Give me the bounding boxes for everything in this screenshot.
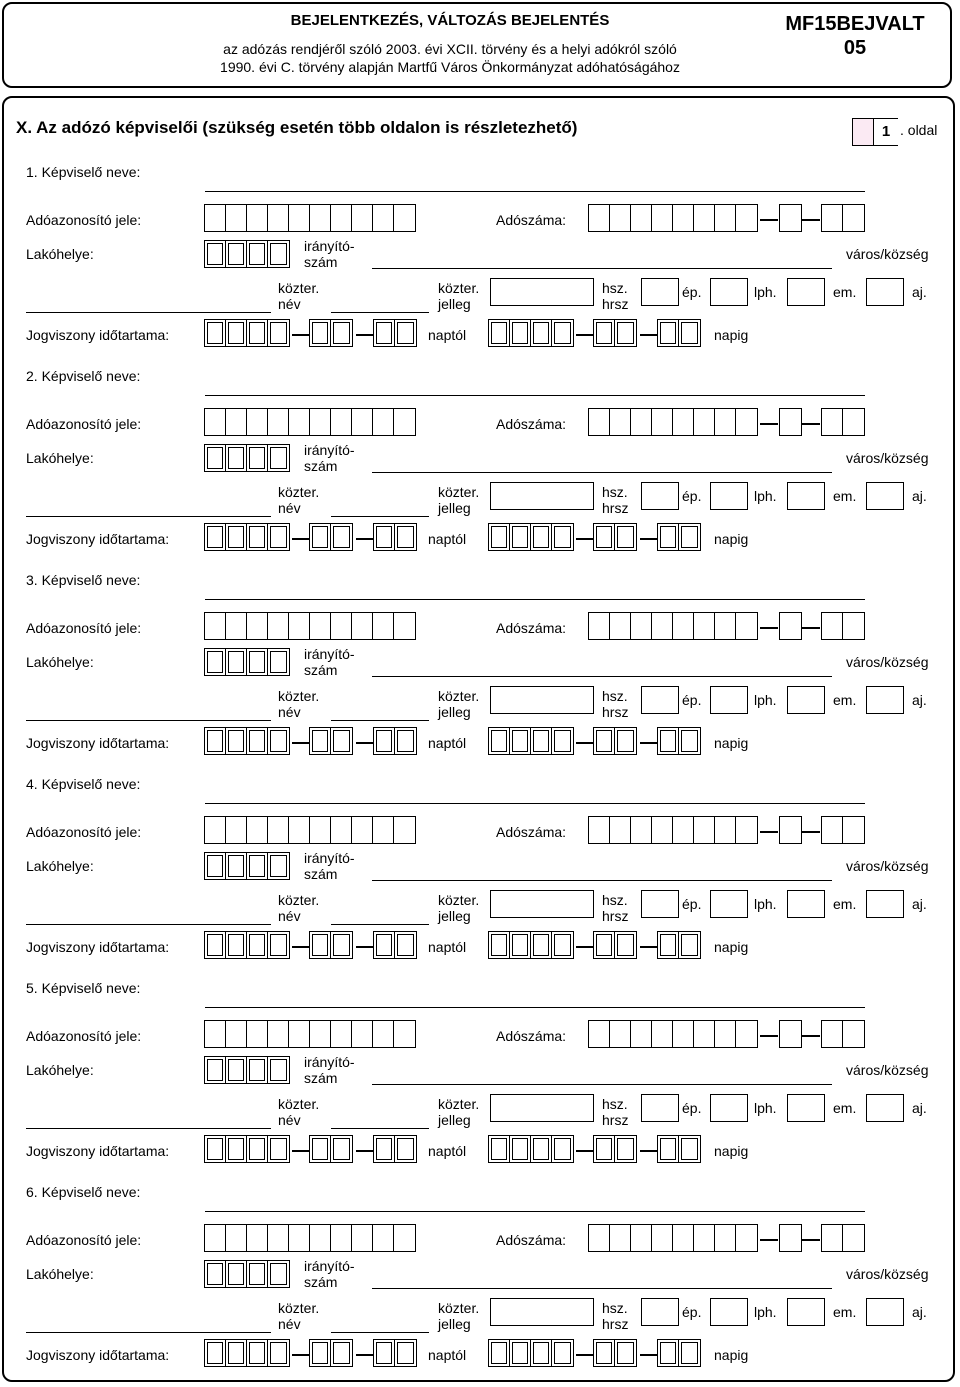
- rep-3-city-label: város/község: [846, 654, 929, 670]
- rep-1-staircase-label: lph.: [754, 284, 777, 300]
- rep-4-tax-number-dash-1: [760, 831, 778, 833]
- rep-1-from-year-cells[interactable]: [204, 319, 290, 347]
- rep-6-tax-id-label: Adóazonosító jele:: [26, 1232, 142, 1248]
- rep-2-to-dash-2: [640, 538, 658, 540]
- rep-4-to-day-cells[interactable]: [657, 931, 701, 959]
- rep-6-tax-id-cells[interactable]: [204, 1224, 416, 1252]
- rep-4-floor-label: em.: [833, 896, 857, 912]
- rep-3-tax-number-dash-2: [802, 627, 820, 629]
- rep-1-tax-number-vat-cell[interactable]: [779, 204, 802, 232]
- rep-6-from-month-cells[interactable]: [309, 1339, 353, 1367]
- rep-4-from-label: naptól: [428, 939, 467, 955]
- rep-6-to-dash-1: [576, 1354, 594, 1356]
- rep-3-postal-code-label-2: szám: [304, 662, 338, 678]
- rep-6-house-number-label-1: hsz.: [602, 1300, 628, 1316]
- subtitle-line-2: 1990. évi C. törvény alapján Martfű Város Önkormányzat adóhatóságához: [220, 59, 680, 75]
- rep-3-street-type-label-1: közter.: [438, 688, 480, 704]
- rep-4-postal-code-label-1: irányító-: [304, 850, 355, 866]
- rep-1-postal-code-label-1: irányító-: [304, 238, 355, 254]
- rep-3-to-year-cells[interactable]: [488, 727, 574, 755]
- rep-3-staircase-label: lph.: [754, 692, 777, 708]
- rep-3-relationship-label: Jogviszony időtartama:: [26, 735, 170, 751]
- form-title: BEJELENTKEZÉS, VÁLTOZÁS BEJELENTÉS: [290, 12, 610, 29]
- rep-1-tax-id-label: Adóazonosító jele:: [26, 212, 142, 228]
- rep-2-from-day-cells[interactable]: [373, 523, 417, 551]
- rep-2-building-label: ép.: [682, 488, 702, 504]
- rep-1-floor-label: em.: [833, 284, 857, 300]
- rep-6-from-day-cells[interactable]: [373, 1339, 417, 1367]
- rep-2-door-box[interactable]: [866, 482, 904, 510]
- rep-1-floor-box[interactable]: [787, 278, 825, 306]
- rep-2-staircase-label: lph.: [754, 488, 777, 504]
- rep-1-to-month-cells[interactable]: [593, 319, 637, 347]
- rep-6-from-dash-1: [292, 1354, 310, 1356]
- rep-5-residence-label: Lakóhelye:: [26, 1062, 94, 1078]
- rep-3-tax-id-cells[interactable]: [204, 612, 416, 640]
- rep-6-postal-code-cells[interactable]: [204, 1260, 290, 1288]
- rep-5-street-type-label-2: jelleg: [438, 1112, 471, 1128]
- rep-6-tax-number-cells[interactable]: [588, 1224, 758, 1252]
- rep-1-to-day-cells[interactable]: [657, 319, 701, 347]
- rep-4-building-label: ép.: [682, 896, 702, 912]
- rep-6-name-line[interactable]: [205, 1211, 865, 1212]
- rep-6-tax-number-county-cells[interactable]: [821, 1224, 865, 1252]
- rep-1-street-name-line[interactable]: [26, 312, 271, 313]
- rep-2-floor-label: em.: [833, 488, 857, 504]
- rep-5-staircase-box[interactable]: [710, 1094, 748, 1122]
- rep-5-from-month-cells[interactable]: [309, 1135, 353, 1163]
- rep-2-to-month-cells[interactable]: [593, 523, 637, 551]
- rep-5-street-type-label-1: közter.: [438, 1096, 480, 1112]
- rep-1-tax-number-dash-2: [802, 219, 820, 221]
- rep-6-to-dash-2: [640, 1354, 658, 1356]
- rep-2-name-line[interactable]: [205, 395, 865, 396]
- rep-3-street-name-label-2: név: [278, 704, 301, 720]
- rep-5-street-name-label-1: közter.: [278, 1096, 320, 1112]
- rep-4-to-month-cells[interactable]: [593, 931, 637, 959]
- rep-1-from-dash-1: [292, 334, 310, 336]
- rep-6-tax-number-dash-2: [802, 1239, 820, 1241]
- rep-2-street-type-label-1: közter.: [438, 484, 480, 500]
- rep-6-door-box[interactable]: [866, 1298, 904, 1326]
- rep-5-building-box[interactable]: [641, 1094, 679, 1122]
- rep-4-floor-box[interactable]: [787, 890, 825, 918]
- rep-3-street-name-label-1: közter.: [278, 688, 320, 704]
- rep-3-name-line[interactable]: [205, 599, 865, 600]
- rep-4-residence-label: Lakóhelye:: [26, 858, 94, 874]
- rep-1-house-number-label-1: hsz.: [602, 280, 628, 296]
- rep-1-city-line[interactable]: [372, 268, 832, 269]
- rep-2-street-name-label-2: név: [278, 500, 301, 516]
- rep-6-city-line[interactable]: [372, 1288, 832, 1289]
- rep-3-building-box[interactable]: [641, 686, 679, 714]
- section-title: X. Az adózó képviselői (szükség esetén több oldalon is részletezhető): [16, 118, 578, 137]
- rep-2-tax-number-county-cells[interactable]: [821, 408, 865, 436]
- rep-6-street-name-label-1: közter.: [278, 1300, 320, 1316]
- rep-6-tax-number-vat-cell[interactable]: [779, 1224, 802, 1252]
- rep-6-residence-label: Lakóhelye:: [26, 1266, 94, 1282]
- rep-6-from-label: naptól: [428, 1347, 467, 1363]
- rep-1-postal-code-cells[interactable]: [204, 240, 290, 268]
- page-suffix: . oldal: [900, 122, 938, 138]
- rep-4-house-number-label-1: hsz.: [602, 892, 628, 908]
- rep-5-door-box[interactable]: [866, 1094, 904, 1122]
- rep-5-door-label: aj.: [912, 1100, 927, 1116]
- rep-5-from-dash-1: [292, 1150, 310, 1152]
- rep-3-tax-number-label: Adószáma:: [496, 620, 567, 636]
- rep-4-street-type-label-2: jelleg: [438, 908, 471, 924]
- rep-1-staircase-box[interactable]: [710, 278, 748, 306]
- rep-1-door-label: aj.: [912, 284, 927, 300]
- rep-6-relationship-label: Jogviszony időtartama:: [26, 1347, 170, 1363]
- rep-5-city-line[interactable]: [372, 1084, 832, 1085]
- rep-2-to-dash-1: [576, 538, 594, 540]
- form-code-line-1: MF15BEJVALT: [785, 13, 925, 35]
- rep-6-floor-box[interactable]: [787, 1298, 825, 1326]
- rep-4-from-day-cells[interactable]: [373, 931, 417, 959]
- rep-3-tax-id-label: Adóazonosító jele:: [26, 620, 142, 636]
- rep-6-door-label: aj.: [912, 1304, 927, 1320]
- rep-4-to-dash-2: [640, 946, 658, 948]
- rep-5-tax-id-cells[interactable]: [204, 1020, 416, 1048]
- rep-3-from-year-cells[interactable]: [204, 727, 290, 755]
- rep-1-street-type-line[interactable]: [331, 312, 429, 313]
- rep-3-to-dash-1: [576, 742, 594, 744]
- rep-4-city-label: város/község: [846, 858, 929, 874]
- rep-5-postal-code-label-2: szám: [304, 1070, 338, 1086]
- rep-5-floor-label: em.: [833, 1100, 857, 1116]
- rep-1-to-year-cells[interactable]: [488, 319, 574, 347]
- rep-1-street-name-label-2: név: [278, 296, 301, 312]
- rep-4-street-type-line[interactable]: [331, 924, 429, 925]
- rep-2-tax-number-vat-cell[interactable]: [779, 408, 802, 436]
- rep-1-tax-id-cells[interactable]: [204, 204, 416, 232]
- rep-6-house-number-label-2: hrsz: [602, 1316, 629, 1332]
- rep-2-postal-code-label-1: irányító-: [304, 442, 355, 458]
- rep-6-building-label: ép.: [682, 1304, 702, 1320]
- rep-2-tax-number-dash-2: [802, 423, 820, 425]
- rep-5-to-label: napig: [714, 1143, 749, 1159]
- rep-2-tax-id-cells[interactable]: [204, 408, 416, 436]
- rep-3-building-label: ép.: [682, 692, 702, 708]
- rep-1-from-label: naptól: [428, 327, 467, 343]
- rep-6-house-number-box[interactable]: [490, 1298, 594, 1326]
- rep-3-name-label: 3. Képviselő neve:: [26, 572, 141, 588]
- rep-6-name-label: 6. Képviselő neve:: [26, 1184, 141, 1200]
- rep-4-tax-number-dash-2: [802, 831, 820, 833]
- rep-6-to-day-cells[interactable]: [657, 1339, 701, 1367]
- rep-2-street-name-line[interactable]: [26, 516, 271, 517]
- rep-1-from-month-cells[interactable]: [309, 319, 353, 347]
- rep-6-building-box[interactable]: [641, 1298, 679, 1326]
- rep-4-postal-code-cells[interactable]: [204, 852, 290, 880]
- rep-4-name-label: 4. Képviselő neve:: [26, 776, 141, 792]
- rep-6-to-month-cells[interactable]: [593, 1339, 637, 1367]
- rep-5-city-label: város/község: [846, 1062, 929, 1078]
- rep-5-name-label: 5. Képviselő neve:: [26, 980, 141, 996]
- rep-4-tax-number-label: Adószáma:: [496, 824, 567, 840]
- rep-5-building-label: ép.: [682, 1100, 702, 1116]
- rep-2-tax-id-label: Adóazonosító jele:: [26, 416, 142, 432]
- rep-3-from-dash-2: [356, 742, 374, 744]
- rep-6-tax-number-label: Adószáma:: [496, 1232, 567, 1248]
- rep-3-floor-label: em.: [833, 692, 857, 708]
- rep-5-name-line[interactable]: [205, 1007, 865, 1008]
- rep-1-residence-label: Lakóhelye:: [26, 246, 94, 262]
- rep-2-from-dash-2: [356, 538, 374, 540]
- form-code: [770, 12, 940, 60]
- rep-4-from-month-cells[interactable]: [309, 931, 353, 959]
- rep-2-street-type-label-2: jelleg: [438, 500, 471, 516]
- rep-5-from-year-cells[interactable]: [204, 1135, 290, 1163]
- rep-4-house-number-box[interactable]: [490, 890, 594, 918]
- rep-2-postal-code-cells[interactable]: [204, 444, 290, 472]
- rep-1-postal-code-label-2: szám: [304, 254, 338, 270]
- rep-3-to-dash-2: [640, 742, 658, 744]
- rep-5-street-type-line[interactable]: [331, 1128, 429, 1129]
- rep-2-relationship-label: Jogviszony időtartama:: [26, 531, 170, 547]
- rep-3-door-box[interactable]: [866, 686, 904, 714]
- rep-4-from-dash-1: [292, 946, 310, 948]
- rep-4-street-type-label-1: közter.: [438, 892, 480, 908]
- rep-4-tax-number-vat-cell[interactable]: [779, 816, 802, 844]
- rep-5-tax-number-vat-cell[interactable]: [779, 1020, 802, 1048]
- rep-6-staircase-box[interactable]: [710, 1298, 748, 1326]
- rep-6-street-type-label-1: közter.: [438, 1300, 480, 1316]
- rep-1-city-label: város/község: [846, 246, 929, 262]
- rep-4-from-year-cells[interactable]: [204, 931, 290, 959]
- rep-3-floor-box[interactable]: [787, 686, 825, 714]
- rep-5-tax-number-county-cells[interactable]: [821, 1020, 865, 1048]
- rep-3-house-number-label-1: hsz.: [602, 688, 628, 704]
- rep-6-from-dash-2: [356, 1354, 374, 1356]
- rep-3-from-day-cells[interactable]: [373, 727, 417, 755]
- rep-5-street-name-line[interactable]: [26, 1128, 271, 1129]
- rep-2-from-label: naptól: [428, 531, 467, 547]
- rep-4-postal-code-label-2: szám: [304, 866, 338, 882]
- page-number-box[interactable]: [852, 118, 898, 146]
- rep-3-to-label: napig: [714, 735, 749, 751]
- form-subtitle: [150, 40, 750, 76]
- rep-4-staircase-box[interactable]: [710, 890, 748, 918]
- rep-3-to-month-cells[interactable]: [593, 727, 637, 755]
- rep-2-city-line[interactable]: [372, 472, 832, 473]
- rep-3-house-number-box[interactable]: [490, 686, 594, 714]
- rep-2-door-label: aj.: [912, 488, 927, 504]
- rep-5-tax-number-dash-1: [760, 1035, 778, 1037]
- rep-6-street-type-line[interactable]: [331, 1332, 429, 1333]
- rep-5-from-dash-2: [356, 1150, 374, 1152]
- rep-6-street-name-line[interactable]: [26, 1332, 271, 1333]
- rep-4-to-label: napig: [714, 939, 749, 955]
- rep-1-to-label: napig: [714, 327, 749, 343]
- rep-1-relationship-label: Jogviszony időtartama:: [26, 327, 170, 343]
- rep-4-street-name-label-2: név: [278, 908, 301, 924]
- rep-1-from-day-cells[interactable]: [373, 319, 417, 347]
- rep-1-street-type-label-1: közter.: [438, 280, 480, 296]
- rep-5-relationship-label: Jogviszony időtartama:: [26, 1143, 170, 1159]
- rep-1-tax-number-cells[interactable]: [588, 204, 758, 232]
- rep-3-postal-code-label-1: irányító-: [304, 646, 355, 662]
- rep-3-to-day-cells[interactable]: [657, 727, 701, 755]
- rep-1-tax-number-label: Adószáma:: [496, 212, 567, 228]
- rep-2-tax-number-cells[interactable]: [588, 408, 758, 436]
- rep-5-tax-number-dash-2: [802, 1035, 820, 1037]
- rep-4-staircase-label: lph.: [754, 896, 777, 912]
- rep-4-house-number-label-2: hrsz: [602, 908, 629, 924]
- rep-6-floor-label: em.: [833, 1304, 857, 1320]
- rep-3-tax-number-county-cells[interactable]: [821, 612, 865, 640]
- rep-2-name-label: 2. Képviselő neve:: [26, 368, 141, 384]
- rep-2-building-box[interactable]: [641, 482, 679, 510]
- rep-2-to-year-cells[interactable]: [488, 523, 574, 551]
- rep-4-city-line[interactable]: [372, 880, 832, 881]
- page-number: 1: [873, 119, 898, 145]
- rep-1-from-dash-2: [356, 334, 374, 336]
- rep-5-from-day-cells[interactable]: [373, 1135, 417, 1163]
- rep-3-residence-label: Lakóhelye:: [26, 654, 94, 670]
- rep-5-to-day-cells[interactable]: [657, 1135, 701, 1163]
- rep-3-from-label: naptól: [428, 735, 467, 751]
- rep-2-street-name-label-1: közter.: [278, 484, 320, 500]
- rep-4-tax-id-cells[interactable]: [204, 816, 416, 844]
- rep-2-staircase-box[interactable]: [710, 482, 748, 510]
- rep-2-house-number-box[interactable]: [490, 482, 594, 510]
- rep-1-tax-number-county-cells[interactable]: [821, 204, 865, 232]
- rep-6-to-year-cells[interactable]: [488, 1339, 574, 1367]
- rep-5-house-number-box[interactable]: [490, 1094, 594, 1122]
- rep-2-from-month-cells[interactable]: [309, 523, 353, 551]
- rep-2-residence-label: Lakóhelye:: [26, 450, 94, 466]
- rep-1-building-label: ép.: [682, 284, 702, 300]
- rep-2-from-year-cells[interactable]: [204, 523, 290, 551]
- rep-1-to-dash-2: [640, 334, 658, 336]
- rep-1-name-label: 1. Képviselő neve:: [26, 164, 141, 180]
- rep-3-postal-code-cells[interactable]: [204, 648, 290, 676]
- rep-5-house-number-label-1: hsz.: [602, 1096, 628, 1112]
- rep-5-house-number-label-2: hrsz: [602, 1112, 629, 1128]
- rep-5-to-dash-2: [640, 1150, 658, 1152]
- rep-5-to-month-cells[interactable]: [593, 1135, 637, 1163]
- rep-3-tax-number-cells[interactable]: [588, 612, 758, 640]
- rep-3-tax-number-dash-1: [760, 627, 778, 629]
- rep-2-from-dash-1: [292, 538, 310, 540]
- rep-5-to-year-cells[interactable]: [488, 1135, 574, 1163]
- rep-2-to-day-cells[interactable]: [657, 523, 701, 551]
- rep-5-floor-box[interactable]: [787, 1094, 825, 1122]
- rep-2-tax-number-label: Adószáma:: [496, 416, 567, 432]
- rep-4-street-name-label-1: közter.: [278, 892, 320, 908]
- rep-4-relationship-label: Jogviszony időtartama:: [26, 939, 170, 955]
- rep-6-to-label: napig: [714, 1347, 749, 1363]
- rep-2-city-label: város/község: [846, 450, 929, 466]
- rep-6-street-type-label-2: jelleg: [438, 1316, 471, 1332]
- rep-4-to-year-cells[interactable]: [488, 931, 574, 959]
- rep-1-street-name-label-1: közter.: [278, 280, 320, 296]
- rep-4-name-line[interactable]: [205, 803, 865, 804]
- rep-1-name-line[interactable]: [205, 191, 865, 192]
- rep-5-postal-code-label-1: irányító-: [304, 1054, 355, 1070]
- rep-2-house-number-label-1: hsz.: [602, 484, 628, 500]
- rep-5-tax-number-label: Adószáma:: [496, 1028, 567, 1044]
- rep-4-door-box[interactable]: [866, 890, 904, 918]
- rep-2-street-type-line[interactable]: [331, 516, 429, 517]
- rep-5-tax-id-label: Adóazonosító jele:: [26, 1028, 142, 1044]
- rep-1-building-box[interactable]: [641, 278, 679, 306]
- rep-4-door-label: aj.: [912, 896, 927, 912]
- rep-3-street-type-label-2: jelleg: [438, 704, 471, 720]
- rep-6-postal-code-label-1: irányító-: [304, 1258, 355, 1274]
- rep-1-tax-number-dash-1: [760, 219, 778, 221]
- rep-3-street-name-line[interactable]: [26, 720, 271, 721]
- rep-2-to-label: napig: [714, 531, 749, 547]
- rep-6-postal-code-label-2: szám: [304, 1274, 338, 1290]
- rep-3-street-type-line[interactable]: [331, 720, 429, 721]
- rep-1-to-dash-1: [576, 334, 594, 336]
- form-code-line-2: 05: [843, 37, 867, 59]
- rep-5-from-label: naptól: [428, 1143, 467, 1159]
- rep-5-staircase-label: lph.: [754, 1100, 777, 1116]
- rep-6-street-name-label-2: név: [278, 1316, 301, 1332]
- rep-4-street-name-line[interactable]: [26, 924, 271, 925]
- rep-6-from-year-cells[interactable]: [204, 1339, 290, 1367]
- rep-3-tax-number-vat-cell[interactable]: [779, 612, 802, 640]
- rep-1-house-number-label-2: hrsz: [602, 296, 629, 312]
- rep-6-staircase-label: lph.: [754, 1304, 777, 1320]
- rep-1-door-box[interactable]: [866, 278, 904, 306]
- rep-4-from-dash-2: [356, 946, 374, 948]
- rep-6-tax-number-dash-1: [760, 1239, 778, 1241]
- subtitle-line-1: az adózás rendjéről szóló 2003. évi XCII. törvény és a helyi adókról szóló: [223, 41, 677, 57]
- rep-2-postal-code-label-2: szám: [304, 458, 338, 474]
- rep-4-to-dash-1: [576, 946, 594, 948]
- rep-2-floor-box[interactable]: [787, 482, 825, 510]
- rep-4-building-box[interactable]: [641, 890, 679, 918]
- rep-3-house-number-label-2: hrsz: [602, 704, 629, 720]
- rep-3-from-month-cells[interactable]: [309, 727, 353, 755]
- rep-4-tax-id-label: Adóazonosító jele:: [26, 824, 142, 840]
- rep-5-street-name-label-2: név: [278, 1112, 301, 1128]
- rep-3-from-dash-1: [292, 742, 310, 744]
- rep-3-staircase-box[interactable]: [710, 686, 748, 714]
- rep-6-city-label: város/község: [846, 1266, 929, 1282]
- rep-5-postal-code-cells[interactable]: [204, 1056, 290, 1084]
- rep-1-street-type-label-2: jelleg: [438, 296, 471, 312]
- rep-4-tax-number-cells[interactable]: [588, 816, 758, 844]
- rep-2-tax-number-dash-1: [760, 423, 778, 425]
- rep-4-tax-number-county-cells[interactable]: [821, 816, 865, 844]
- rep-1-house-number-box[interactable]: [490, 278, 594, 306]
- rep-3-city-line[interactable]: [372, 676, 832, 677]
- rep-2-house-number-label-2: hrsz: [602, 500, 629, 516]
- rep-5-to-dash-1: [576, 1150, 594, 1152]
- rep-3-door-label: aj.: [912, 692, 927, 708]
- rep-5-tax-number-cells[interactable]: [588, 1020, 758, 1048]
